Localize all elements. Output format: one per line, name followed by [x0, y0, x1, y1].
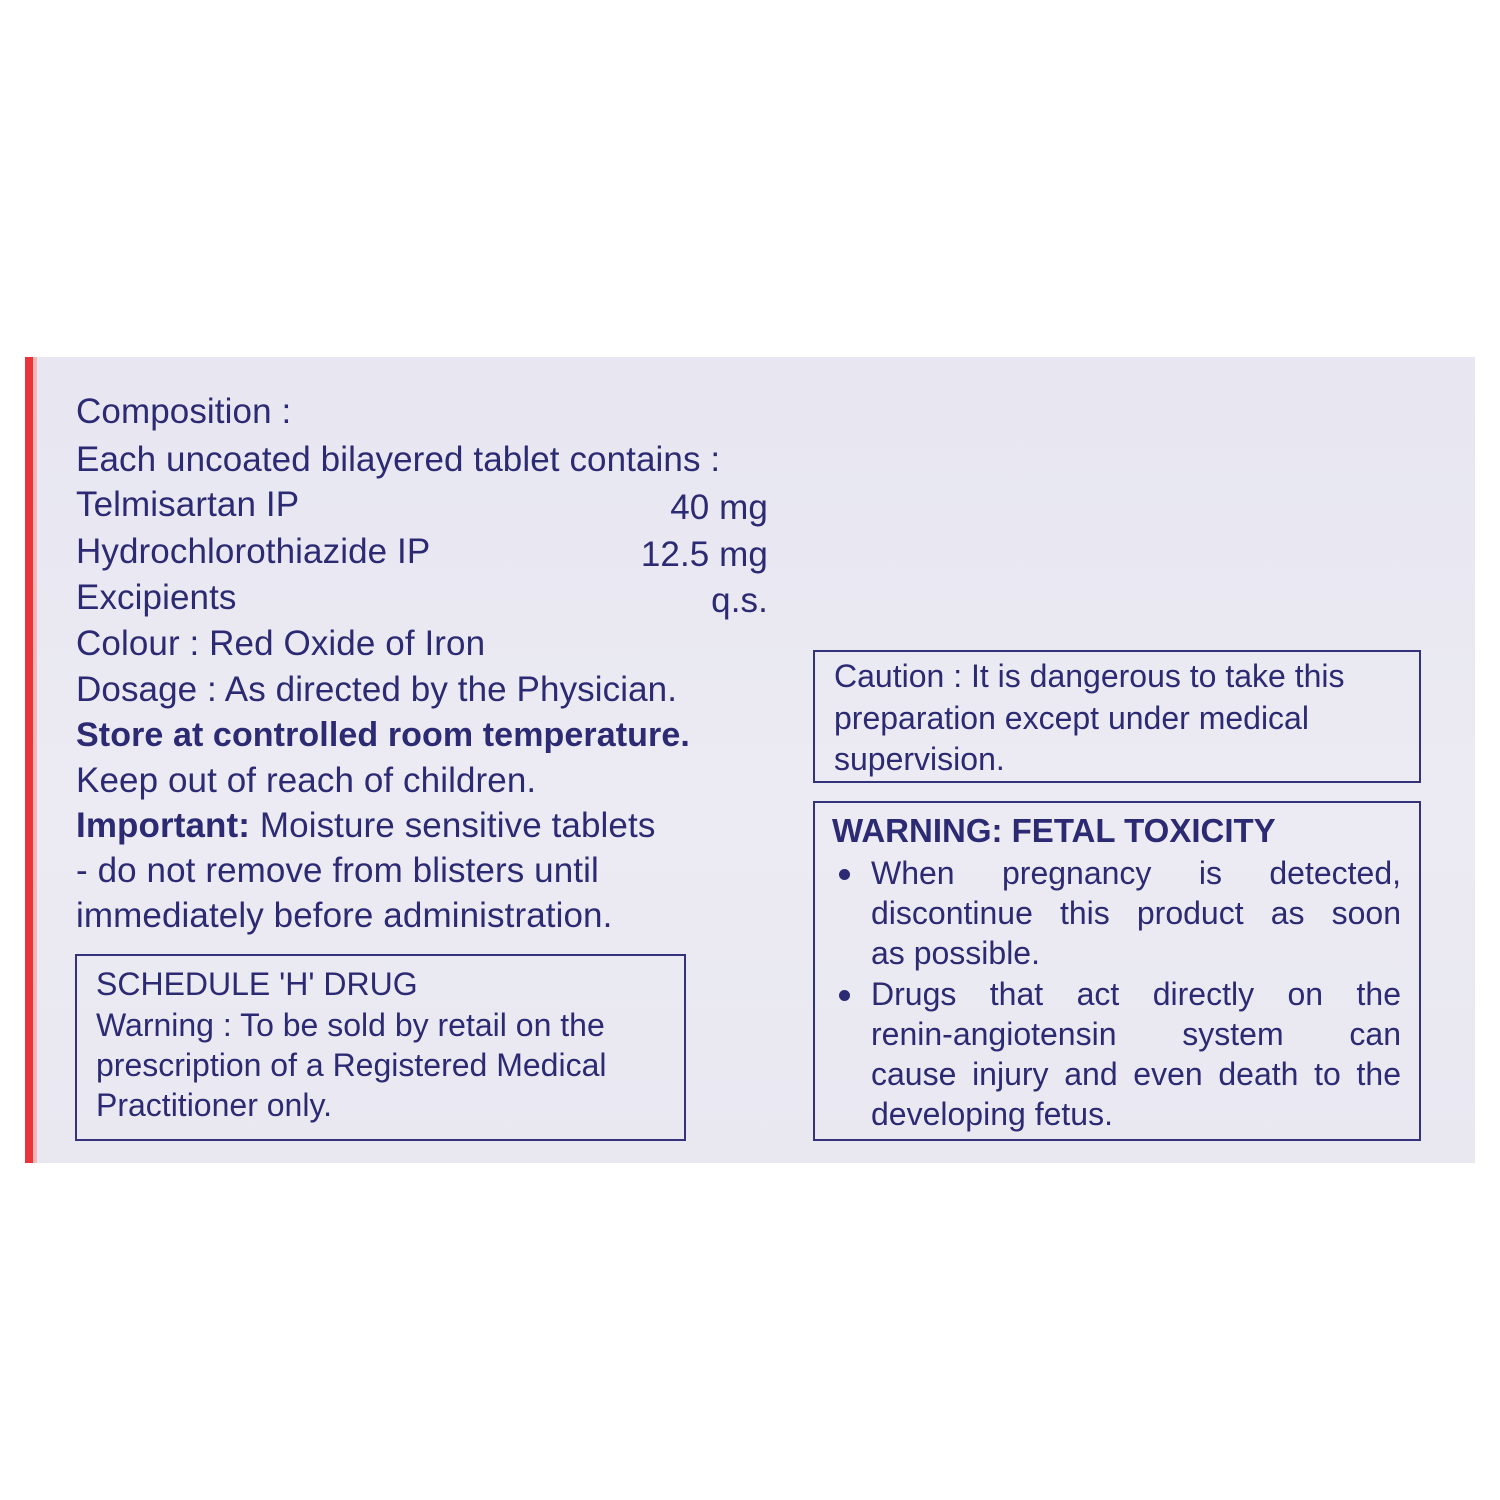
important-label: Important: [76, 806, 251, 845]
ingredient-amount: q.s. [711, 581, 768, 620]
schedule-line: Practitioner only. [96, 1087, 332, 1123]
caution-line: supervision. [834, 741, 1005, 777]
red-edge-stripe [25, 357, 33, 1163]
composition-intro: Each uncoated bilayered tablet contains : [76, 440, 721, 479]
schedule-title: SCHEDULE 'H' DRUG [96, 966, 418, 1002]
schedule-line: prescription of a Registered Medical [96, 1047, 607, 1083]
important-text: Moisture sensitive tablets [250, 806, 656, 845]
storage-line: Store at controlled room temperature. [76, 716, 690, 754]
bullet-icon [839, 869, 850, 880]
schedule-h-box [75, 954, 686, 1141]
important-line [76, 803, 655, 849]
ingredient-name: Excipients [76, 578, 237, 617]
bullet-text: developing fetus. [871, 1096, 1113, 1132]
bullet-text: Drugs that act directly on the [871, 976, 1401, 1012]
bullet-text: When pregnancy is detected, [871, 855, 1401, 891]
ingredient-name: Hydrochlorothiazide IP [76, 532, 431, 571]
caution-line: Caution : It is dangerous to take this [834, 658, 1345, 694]
bullet-icon [839, 990, 850, 1001]
fetal-toxicity-title: WARNING: FETAL TOXICITY [832, 812, 1276, 849]
bullet-text: as possible. [871, 935, 1040, 971]
important-line: - do not remove from blisters until [76, 851, 599, 890]
dosage-line: Dosage : As directed by the Physician. [76, 670, 678, 709]
bullet-text: renin-angiotensin system can [871, 1016, 1401, 1052]
bullet-text: discontinue this product as soon [871, 895, 1401, 931]
bullet-text: cause injury and even death to the [871, 1056, 1401, 1092]
colour-line: Colour : Red Oxide of Iron [76, 624, 486, 663]
ingredient-amount: 12.5 mg [640, 535, 768, 574]
composition-heading: Composition : [76, 392, 292, 431]
ingredient-name: Telmisartan IP [76, 485, 300, 524]
important-line: immediately before administration. [76, 896, 613, 935]
schedule-line: Warning : To be sold by retail on the [96, 1007, 605, 1043]
caution-line: preparation except under medical [834, 700, 1309, 736]
fetal-toxicity-box [813, 801, 1421, 1141]
caution-box [813, 650, 1421, 783]
children-line: Keep out of reach of children. [76, 761, 537, 800]
ingredient-amount: 40 mg [670, 488, 768, 527]
label-panel [25, 357, 1475, 1163]
